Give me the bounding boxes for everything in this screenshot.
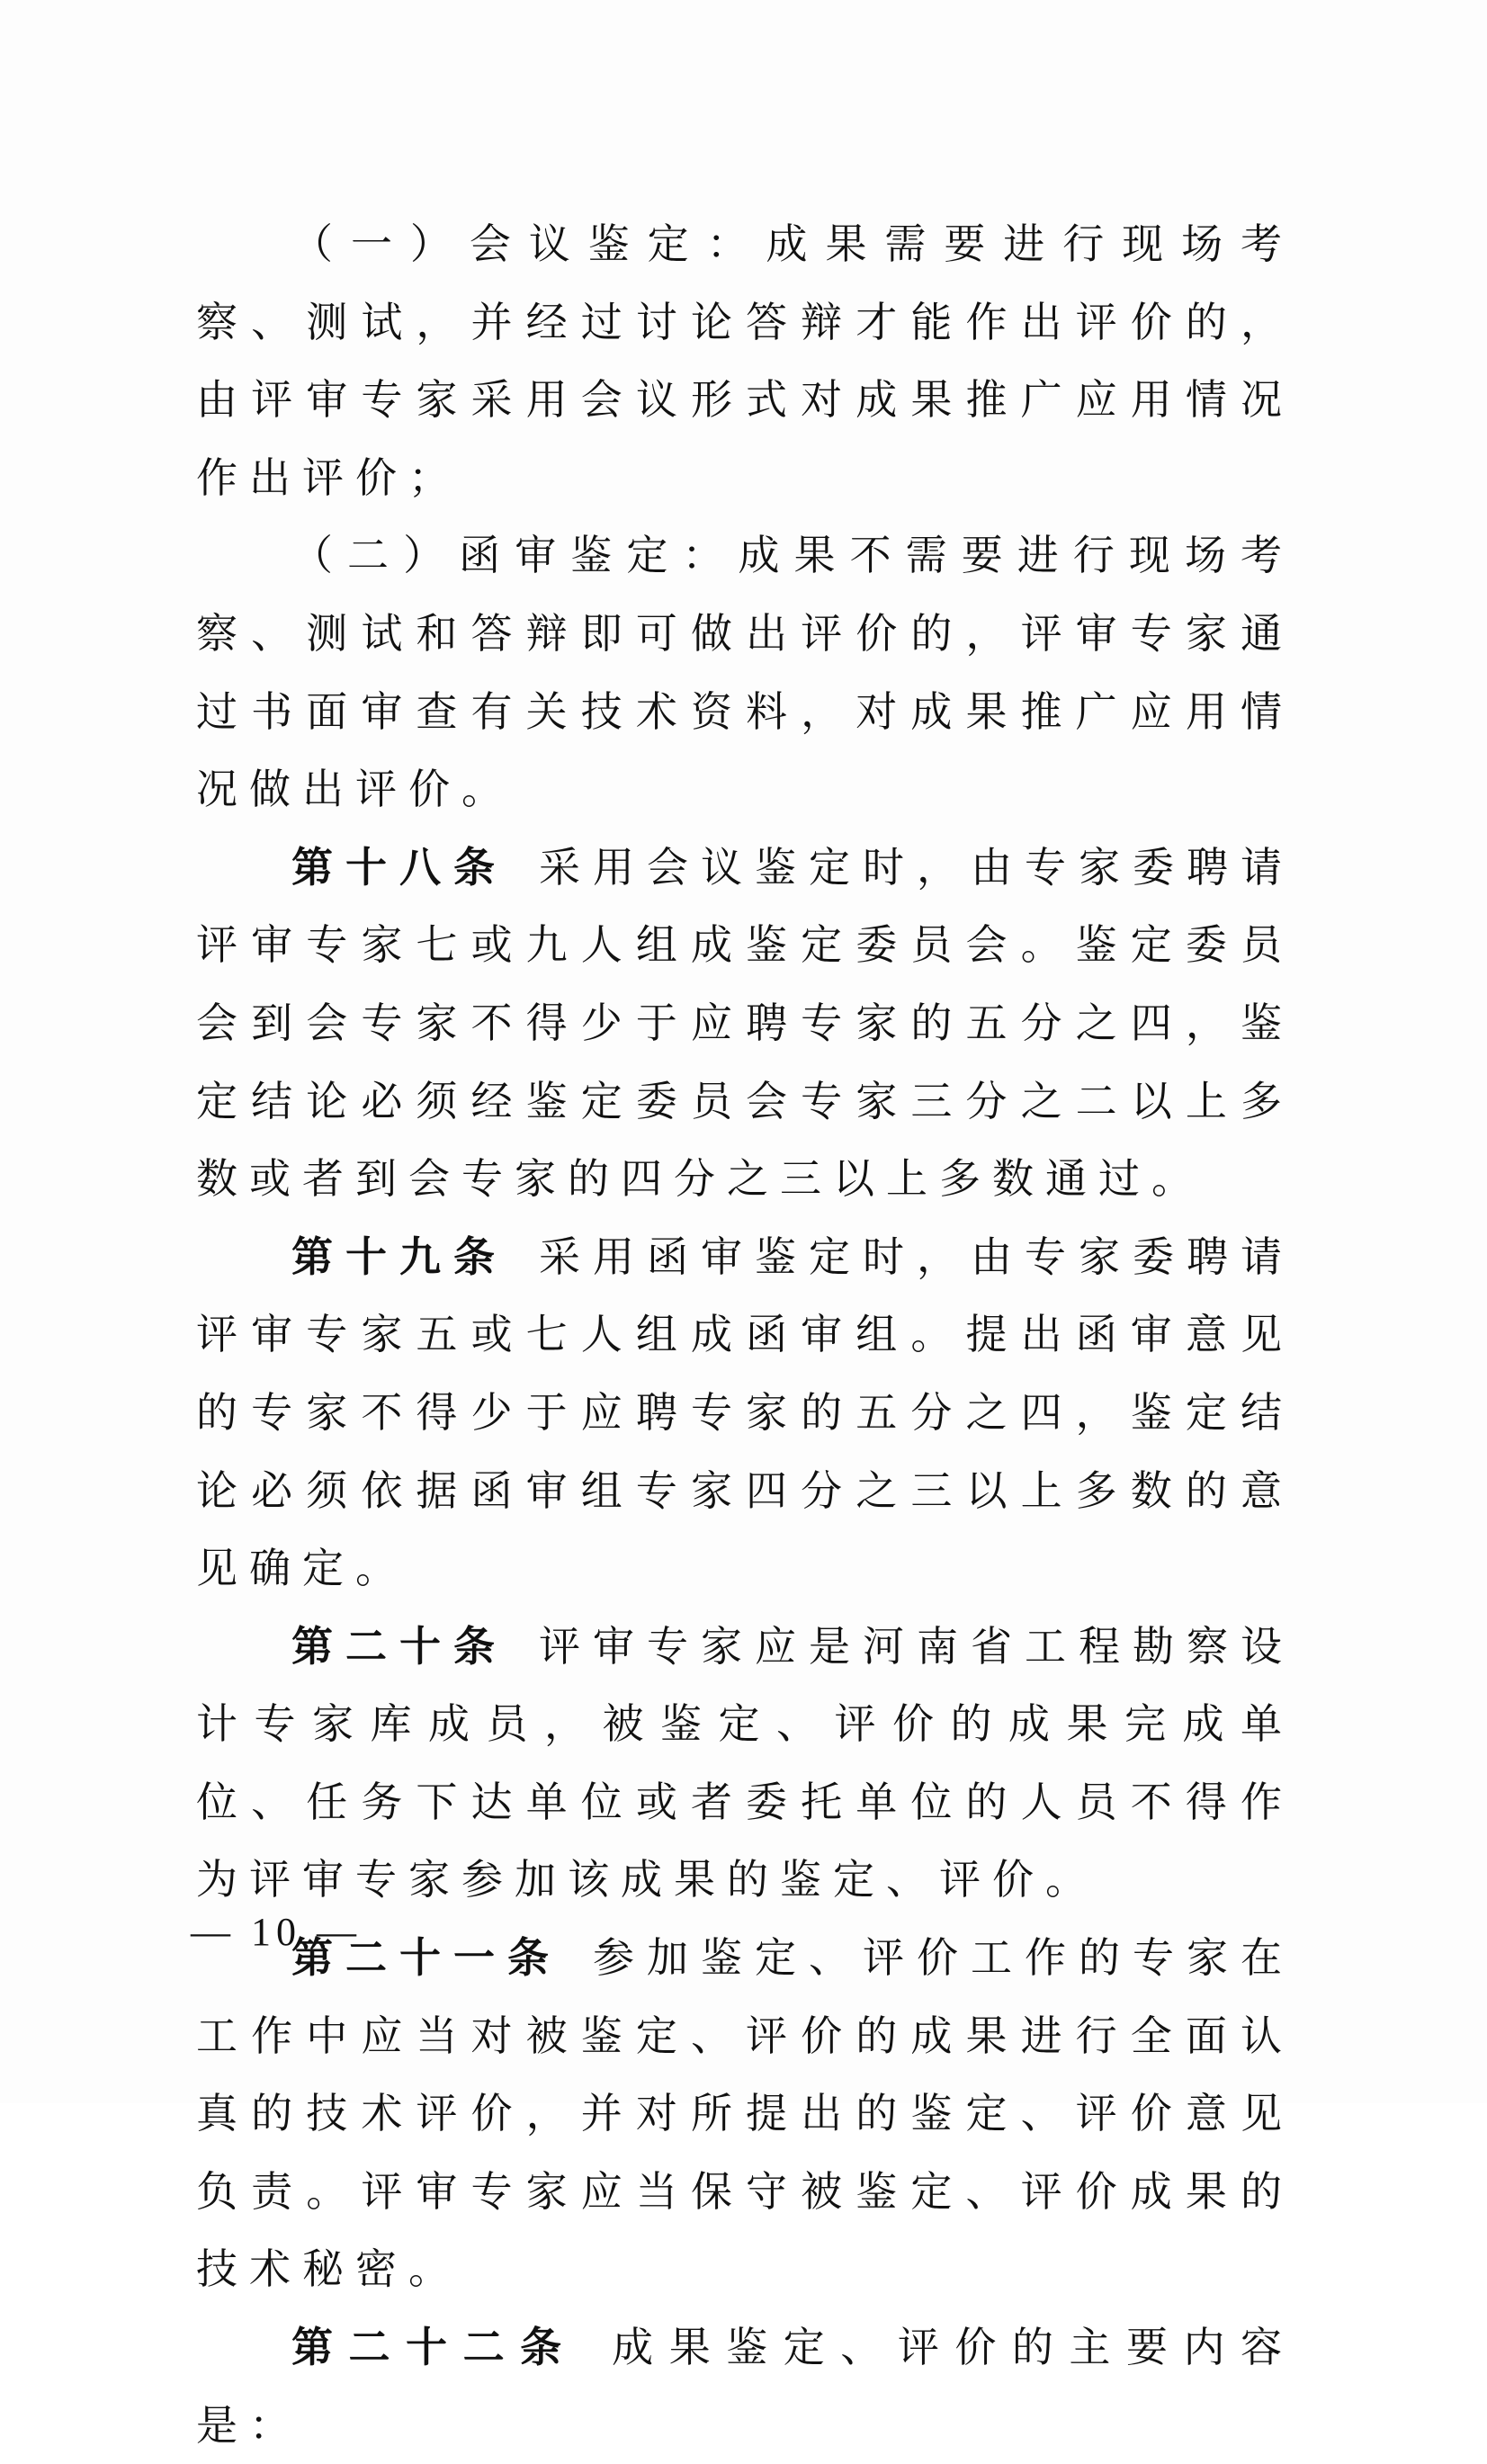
article-18 <box>196 829 1294 1218</box>
paragraph-text: （一）会议鉴定：成果需要进行现场考察、测试，并经过讨论答辩才能作出评价的，由评审专家采用会议形式对成果推广应用情况作出评价； <box>196 220 1294 502</box>
article-text: 参加鉴定、评价工作的专家在工作中应当对被鉴定、评价的成果进行全面认真的技术评价，并对所提出的鉴定、评价意见负责。评审专家应当保守被鉴定、评价成果的技术秘密。 <box>196 1933 1294 2294</box>
article-19 <box>196 1218 1294 1608</box>
article-number: 第十九条 <box>291 1232 507 1281</box>
article-number: 第二十条 <box>291 1621 507 1671</box>
body-text <box>196 205 1294 2464</box>
article-text: 采用会议鉴定时，由专家委聘请评审专家七或九人组成鉴定委员会。鉴定委员会到会专家不得少于应聘专家的五分之四，鉴定结论必须经鉴定委员会专家三分之二以上多数或者到会专家的四分之三以上多数通过。 <box>196 842 1294 1204</box>
article-number: 第二十二条 <box>291 2323 578 2372</box>
article-text: 成果鉴定、评价的主要内容是： <box>196 2323 1294 2450</box>
article-20 <box>196 1608 1294 1919</box>
paragraph-item-1 <box>196 205 1294 516</box>
paragraph-text: （二）函审鉴定：成果不需要进行现场考察、测试和答辩即可做出评价的，评审专家通过书面审查有关技术资料，对成果推广应用情况做出评价。 <box>196 531 1294 814</box>
article-text: 采用函审鉴定时，由专家委聘请评审专家五或七人组成函审组。提出函审意见的专家不得少于应聘专家的五分之四，鉴定结论必须依据函审组专家四分之三以上多数的意见确定。 <box>196 1232 1294 1593</box>
article-number: 第十八条 <box>291 842 507 892</box>
article-number: 第二十一条 <box>291 1933 561 1983</box>
article-text: 评审专家应是河南省工程勘察设计专家库成员，被鉴定、评价的成果完成单位、任务下达单位或者委托单位的人员不得作为评审专家参加该成果的鉴定、评价。 <box>196 1621 1294 1904</box>
article-21 <box>196 1919 1294 2308</box>
article-22 <box>196 2308 1294 2464</box>
page-number: — 10 — <box>191 1910 362 1954</box>
paragraph-item-2 <box>196 516 1294 828</box>
